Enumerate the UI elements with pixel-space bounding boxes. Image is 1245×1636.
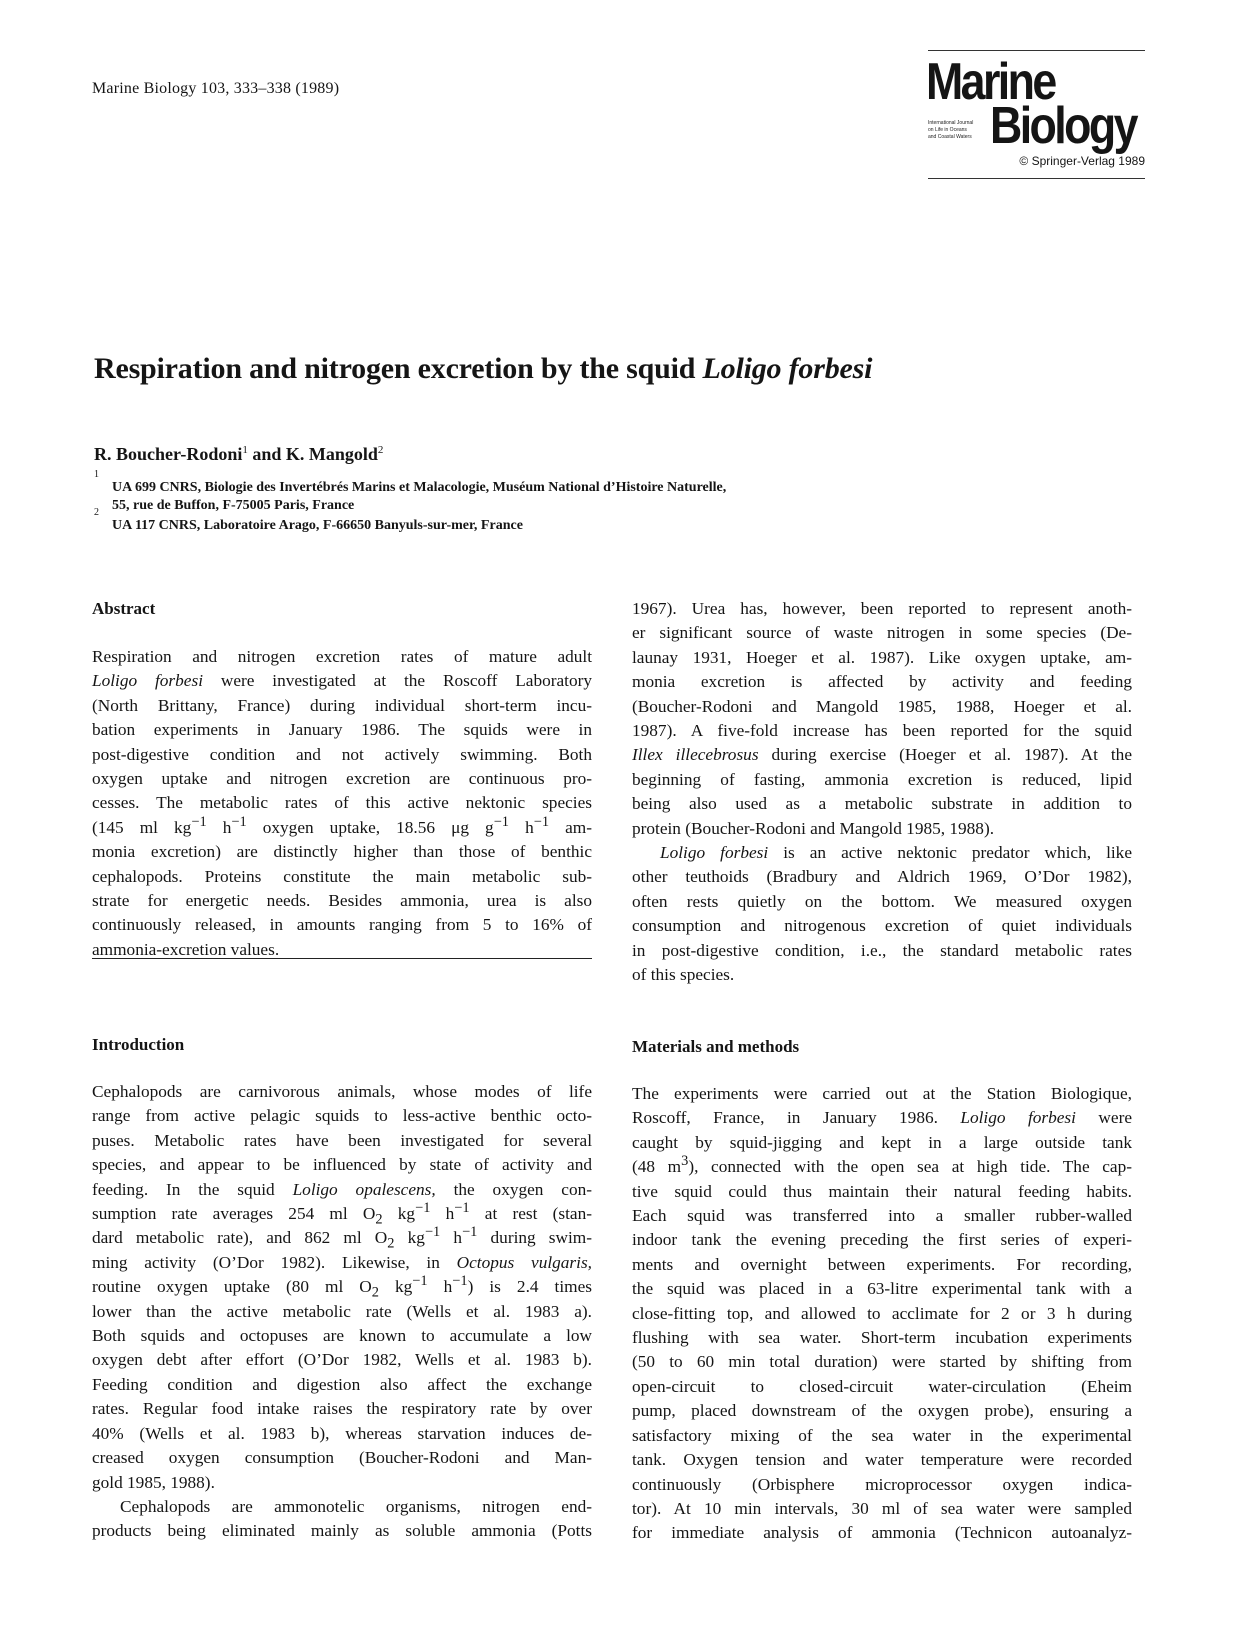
copyright-notice: © Springer-Verlag 1989 bbox=[1019, 154, 1145, 168]
author-join: and bbox=[247, 444, 286, 464]
affiliation-1: 1 UA 699 CNRS, Biologie des Invertébrés Marins et Malacologie, Muséum National d’Histoire Naturelle, 55, rue de Buffon, F-75005 Paris, France bbox=[94, 469, 727, 513]
logo-bottom-rule bbox=[928, 178, 1145, 179]
article-title bbox=[94, 352, 872, 386]
logo-tagline-line: on Life in Oceans bbox=[928, 127, 967, 133]
introduction-body: Cephalopods are carnivorous animals, whose modes of life range from active pelagic squids to less-active benthic octo- puses. Metabolic rates have been investigated for several species, and appear to be influenced by state of activity and feeding. In the squid Loligo opalescens, the oxygen con- sumption rate averages 254 ml $O_2$ $kg^{-1}$ $h^{-1}$ at rest (stan- dard metabolic rate), and 862 ml $O_2$ $kg^{-1}$ $h^{-1}$ during swim- ming activity (O’Dor 1982). Likewise, in Octopus vulgaris, routine oxygen uptake (80 ml $O_2$ $kg^{-1}$ $h^{-1}$) is 2.4 times lower than the active metabolic rate (Wells et al. 1983 a). Both squids and octopuses are known to accumulate a low oxygen debt after effort (O’Dor 1982, Wells et al. 1983 b). Feeding condition and digestion also affect the exchange rates. Regular food intake raises the respiratory rate by over 40% (Wells et al. 1983 b), whereas starvation induces de- creased oxygen consumption (Boucher-Rodoni and Man- gold 1985, 1988). Cephalopods are ammonotelic organisms, nitrogen end- products being eliminated mainly as soluble ammonia (Potts bbox=[92, 1082, 593, 1541]
logo-tagline-line: and Coastal Waters bbox=[928, 134, 972, 140]
introduction-heading: Introduction bbox=[92, 1035, 185, 1054]
affiliation-text: 55, rue de Buffon, F-75005 Paris, France bbox=[112, 498, 355, 513]
abstract-body: Respiration and nitrogen excretion rates of mature adult Loligo forbesi were investigated at the Roscoff Laboratory (North Brittany, France) during individual short-term incu- bation experiments in January 1986. The squids were in post-digestive condition and not actively swimming. Both oxygen uptake and nitrogen excretion are continuous pro- cesses. The metabolic rates of this active nektonic species (145 ml $kg^{-1}$ $h^{-1}$ oxygen uptake, 18.56 μg $g^{-1}$ $h^{-1}$ am- monia excretion) are distinctly higher than those of benthic cephalopods. Proteins constitute the main metabolic sub- strate for energetic needs. Besides ammonia, urea is also continuously released, in amounts ranging from 5 to 16% of ammonia-excretion values. bbox=[92, 647, 592, 959]
methods-heading: Materials and methods bbox=[632, 1037, 800, 1056]
methods-body: The experiments were carried out at the Station Biologique, Roscoff, France, in January 1986. Loligo forbesi were caught by squid-jigging and kept in a large outside tank (48 $m^3$), connected with the open sea at high tide. The cap- tive squid could thus maintain their natural feeding habits. Each squid was transferred into a smaller rubber-walled indoor tank the evening preceding the first series of experi- ments and overnight between experiments. For recording, the squid was placed in a 63-litre experimental tank with a close-fitting top, and allowed to acclimate for 2 or 3 h during flushing with sea water. Short-term incubation experiments (50 to 60 min total duration) were started by shifting from open-circuit to closed-circuit water-circulation (Eheim pump, placed downstream of the oxygen probe), ensuring a satisfactory mixing of the sea water in the experimental tank. Oxygen tension and water temperature were recorded continuously (Orbisphere microprocessor oxygen indica- tor). At 10 min intervals, 30 ml of sea water were sampled for immediate analysis of ammonia (Technicon autoanalyz- bbox=[632, 1084, 1132, 1543]
journal-reference: Marine Biology 103, 333–338 (1989) bbox=[92, 80, 340, 97]
abstract-heading: Abstract bbox=[92, 599, 156, 618]
logo-top-rule bbox=[928, 50, 1145, 51]
affiliation-marker: 2 bbox=[377, 444, 384, 456]
affiliation-marker: 1 bbox=[242, 444, 248, 456]
affiliation-text: UA 117 CNRS, Laboratoire Arago, F-66650 Banyuls-sur-mer, France bbox=[112, 518, 523, 533]
affiliation-text: UA 699 CNRS, Biologie des Invertébrés Marins et Malacologie, Muséum National d’Histoire Naturelle, bbox=[112, 480, 727, 495]
author-name: K. Mangold bbox=[285, 444, 378, 464]
author-name: R. Boucher-Rodoni bbox=[94, 444, 243, 464]
title-main: Respiration and nitrogen excretion by the squid bbox=[94, 352, 703, 385]
abstract-divider bbox=[92, 958, 592, 959]
author-line bbox=[94, 444, 383, 465]
logo-word-biology: Biology bbox=[990, 97, 1136, 155]
affiliation-2: 2 UA 117 CNRS, Laboratoire Arago, F-66650 Banyuls-sur-mer, France bbox=[94, 507, 523, 533]
logo-tagline-line: International Journal bbox=[928, 120, 974, 126]
logo-word-marine: Marine bbox=[926, 53, 1055, 111]
title-species: Loligo forbesi bbox=[702, 352, 873, 385]
introduction-continued: 1967). Urea has, however, been reported to represent anoth- er significant source of waste nitrogen in some species (De- launay 1931, Hoeger et al. 1987). Like oxygen uptake, am- monia excretion is affected by activity and feeding (Boucher-Rodoni and Mangold 1985, 1988, Hoeger et al. 1987). A five-fold increase has been reported for the squid Illex illecebrosus during exercise (Hoeger et al. 1987). At the beginning of fasting, ammonia excretion is reduced, lipid being also used as a metabolic substrate in addition to protein (Boucher-Rodoni and Mangold 1985, 1988). Loligo forbesi is an active nektonic predator which, like other teuthoids (Bradbury and Aldrich 1969, O’Dor 1982), often rests quietly on the bottom. We measured oxygen consumption and nitrogenous excretion of quiet individuals in post-digestive condition, i.e., the standard metabolic rates of this species. bbox=[632, 599, 1132, 985]
logo-tagline bbox=[928, 120, 988, 141]
